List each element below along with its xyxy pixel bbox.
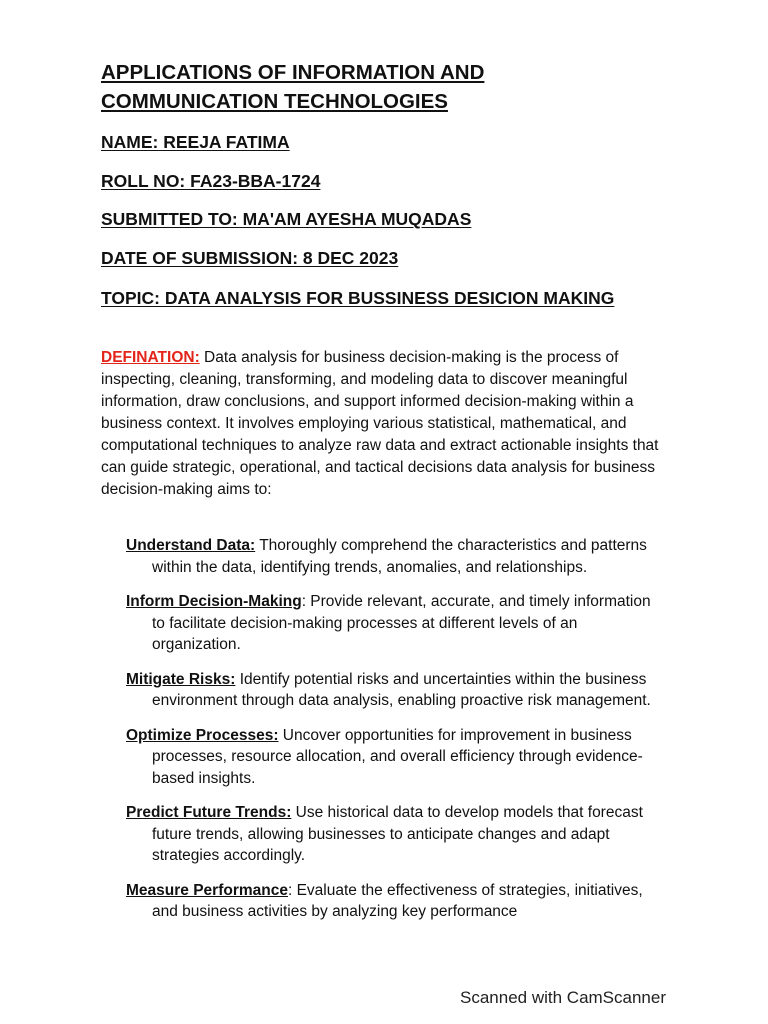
list-item-term: Inform Decision-Making (126, 593, 302, 610)
definition-paragraph (101, 347, 676, 501)
list-item-text: Use historical data to develop models that forecast future trends, allowing businesses to anticipate changes and adapt strategies accordingly. (152, 804, 643, 864)
list-item (126, 725, 666, 790)
list-item-text: Identify potential risks and uncertainties within the business environment through data analysis, enabling proactive risk management. (152, 670, 651, 709)
student-name: NAME: REEJA FATIMA (101, 132, 290, 152)
list-item-text: : Provide relevant, accurate, and timely information to facilitate decision-making processes at different levels of an organization. (152, 593, 651, 653)
definition-label: DEFINATION: (101, 349, 200, 366)
list-item-text: Uncover opportunities for improvement in business processes, resource allocation, and overall efficiency through evidence-based insights. (152, 726, 643, 787)
topic-heading: TOPIC: DATA ANALYSIS FOR BUSSINESS DESICION MAKING (101, 288, 615, 308)
camscanner-watermark: Scanned with CamScanner (460, 988, 667, 1007)
definition-text: Data analysis for business decision-making is the process of inspecting, cleaning, transforming, and modeling data to discover meaningful information, draw conclusions, and support informed decision-making within a business context. It involves employing various statistical, mathematical, and computational techniques to analyze raw data and extract actionable insights that can guide strategic, operational, and tactical decisions data analysis for business decision-making aims to: (101, 349, 659, 498)
list-item-term: Predict Future Trends: (126, 804, 292, 821)
list-item-term: Understand Data: (126, 537, 256, 554)
list-item (126, 802, 666, 867)
document-title: APPLICATIONS OF INFORMATION AND COMMUNICATION TECHNOLOGIES (101, 61, 485, 113)
roll-number: ROLL NO: FA23-BBA-1724 (101, 171, 321, 191)
list-item (126, 535, 666, 578)
list-item-term: Mitigate Risks: (126, 670, 236, 688)
submitted-to: SUBMITTED TO: MA'AM AYESHA MUQADAS (101, 209, 472, 229)
list-item-term: Optimize Processes: (126, 726, 279, 744)
aims-list (126, 535, 666, 936)
list-item (126, 591, 666, 656)
submission-date: DATE OF SUBMISSION: 8 DEC 2023 (101, 248, 399, 268)
list-item (126, 669, 666, 712)
list-item-text: : Evaluate the effectiveness of strategies, initiatives, and business activities by analyzing key performance (152, 881, 643, 920)
list-item (126, 880, 666, 923)
list-item-text: Thoroughly comprehend the characteristics and patterns within the data, identifying trends, anomalies, and relationships. (152, 537, 647, 576)
list-item-term: Measure Performance (126, 881, 288, 899)
